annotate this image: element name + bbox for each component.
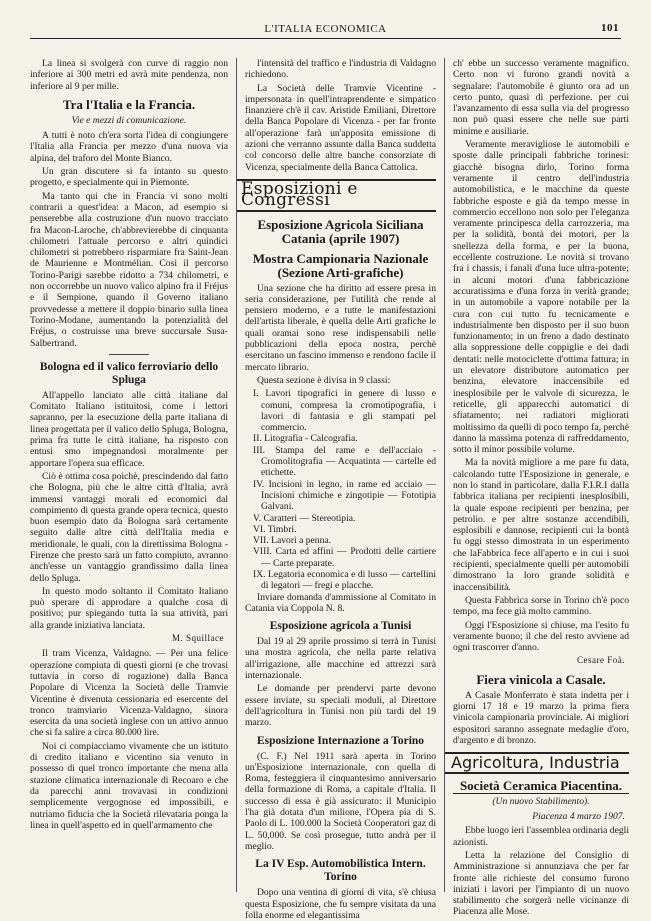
- paragraph: Ciò è ottima cosa poichè, prescindendo dal fatto che Bologna, più che le altre città d'Italia, avrà immensi vantaggi morali ed economici dal compimento di questa grande opera tecnica, questo buon esempio dato da Bologna sarà certamente seguito dalle altre città dell'Italia media e meridionale, le quali, con la direttissima Bologna - Firenze che presto sarà un fatto compiuto, avranno anch'esse un vantaggio grandissimo dalla linea dello Spluga.: [30, 470, 228, 584]
- paragraph: Un gran discutere si fa intanto su questo progetto, e specialmente qui in Piemonte.: [30, 166, 228, 189]
- paragraph: Oggi l'Esposizione si chiuse, ma l'esito fu veramente buono; il che del resto avviene ad ogni trascorrer d'anno.: [453, 619, 629, 654]
- paragraph: Noi ci compiacciamo vivamente che un istituto di credito italiano e vicentino sia venuto in possesso di quel tronco importante che mena alla stazione climatica internazionale di Recoaro e che da parecchi anni trovavasi in condizioni semplicemente vergognose ed impossibili, e nutriamo fiducia che la Società rilevataria ponga la linea in quell'aspetto ed in quell'armamento che: [30, 740, 228, 831]
- list-item: VII. Lavori a penna.: [253, 535, 332, 547]
- article-heading-torino: Esposizione Internazione a Torino: [256, 734, 425, 747]
- paragraph: La linea si svolgerà con curve di raggio non inferiore ai 300 metri ed avrà mite pendenza, non inferiore al 9 per mille.: [30, 58, 228, 92]
- article-heading-casale: Fiera vinicola a Casale.: [476, 671, 606, 687]
- column-3: [444, 58, 629, 918]
- paragraph: Ebbe luogo ieri l'assemblea ordinaria degli azionisti.: [453, 825, 629, 848]
- paragraph: Le domande per prendervi parte devono essere inviate, su speciali moduli, al Direttore dell'agricoltura in Tunisi non più tardi del 19 marzo.: [245, 683, 436, 729]
- paragraph: A Casale Monferrato è stata indetta per i giorni 17 18 e 19 marzo la prima fiera vinicola campionaria provinciale. Ai migliori espositori saranno assegnate medaglie d'oro, d'argento e di bronzo.: [453, 689, 629, 746]
- paragraph: Il tram Vicenza, Valdagno. — Per una felice operazione compiuta di questi giorni (e che trovasi tuttavia in corso di rogazione) dalla Banca Popolare di Vicenza la Società delle Tramvie Vicentine è divenuta cessionaria ed esercente del tronco tramviario Vicenza-Valdagno, sinora esercita da una società inglese con un attivo annuo che si fa salire a circa 80.000 lire.: [30, 648, 228, 739]
- classes-list: [245, 388, 436, 591]
- paragraph: Questa Fabbrica sorse in Torino ch'è poco tempo, ma fece già molto cammino.: [453, 594, 629, 618]
- paragraph: Letta la relazione del Consiglio di Amministrazione si annunziava che per far fronte alle richieste del consumo furono iniziati i lavori per l'impianto di un nuovo stabilimento che sorgerà nelle vicinanze di Piacenza alle Mose.: [453, 850, 629, 918]
- article-heading-mostra: Mostra Campionaria Nazionale (Sezione Arti-grafiche): [252, 250, 429, 280]
- article-heading-tunisi: Esposizione agricola a Tunisi: [269, 620, 412, 633]
- section-banner-agricoltura: Agricoltura, Industria: [445, 752, 629, 773]
- list-item: I. Lavori tipografici in genere di lusso e comuni, compresa la cromotipografia, i lavori di fantasia e gli stampati pel commercio.: [253, 388, 436, 434]
- page-number: 101: [601, 22, 619, 34]
- paragraph: Inviare domanda d'ammissione al Comitato in Catania via Coppola N. 8.: [245, 591, 436, 614]
- article-heading-ceramica: Società Ceramica Piacentina.: [453, 780, 629, 794]
- author-signature: Cesare Foà.: [577, 655, 625, 666]
- article-heading-italia-francia: Tra l'Italia e la Francia.: [62, 96, 196, 112]
- paragraph: In questo modo soltanto il Comitato Italiano può sperare di approdare a qualche cosa di positivo; pur spiegando tutta la sua attività, pari alla grande iniziativa lanciata.: [30, 585, 228, 631]
- author-signature: M. Squillace: [172, 633, 224, 644]
- article-subheading: (Un nuovo Stabilimento).: [492, 795, 590, 807]
- paragraph: Veramente meravigliose le automobili e sposte dalle principali fabbriche torinesi: giacchè bisogna dirlo, Torino forma veramente il centro dell'industria automobilistica, e le macchine da queste fabbriche esposte e già da tempo messe in commercio eccellono non solo per l'eleganza veramente principesca della carrozzeria, ma per la solidità, bontà dei motori, per la snellezza della forma, e per la buona, eccellente costruzione. Le novità si trovano fra i chassis, i fanali d'una luce ultra-potente; in alcuni motori d'una fabbricazione accuratissima e d'una forza in verità grande; in un automobile a vapore notabile per la cura con cui tutto fu tecnicamente e industrialmente ben disposto per il suo buon funzionamento; in un freno a dado destinato alla soppressione delle coppiglie e dei dadi dentati: nelle motociclette d'ottima fattura; in un elevatore distributore automatico per benzina, elevatore inaccensibile ed inesplosibile per le valvole di sicurezza, le reticelle, gli apparecchi automatici di sfiatamento; nei radiatori migliorati moltissimo da quelli di poco tempo fa, perchè danno la massima potenza di raffreddamento, sotto il minor possibile volume.: [453, 139, 629, 456]
- section-banner-esposizioni: Esposizioni e Congressi: [237, 179, 436, 212]
- paragraph: (C. F.) Nel 1911 sarà aperta in Torino un'Esposizione internazionale, con quella di Roma, festeggiera il cinquantesimo anniversario della formazione di Roma, a capitale d'Italia. Il successo di essa è già assicurato: il Municipio l'ha già dotata d'un milione, l'Opera pia di S. Paolo di L. 100.000 la Società Cooperatori gaz di L. 50,000. Se così prosegue, tutto andrà per il meglio.: [245, 750, 436, 852]
- list-item: IV. Incisioni in legno, in rame ed acciaio — Incisioni chimiche e zingotipie — Fototipia Galvani.: [253, 478, 436, 513]
- paragraph: Ma la novità migliore a me pare fu data, calcolando tutte l'Esposizione in generale, e non lo stand in particolare, dalla F.I.R.I dalla fabbrica italiana per recipienti inesplosibili, la quale espone recipienti per benzina, per petrolio. e per altre sostanze accendibili, esplosibili e dannose, recipienti cui la bontà fu oggi stesso dimostrata in un esperimento che laFabbrica fece all'aperto e in cui i suoi recipienti, specialmente quelli per automobili dimostrano la loro grande solidità e inaccensibilità.: [453, 457, 629, 593]
- paragraph: Ma tanto qui che in Francia vi sono molti contrarii a quest'idea: a Macon, ad esempio si penserebbe alla costruzione d'un nuovo tracciato fra Macon-Laroche, ch'abbrevierebbe di cinquanta chilometri l'attuale percorso e altri quindici chilometri si potrebbero risparmiare fra Saint-Jean de Maurienne e Montmélian. Così il percorso Torino-Parigi sarebbe ridotto a 734 chilometri, e non occorrebbe un nuovo valico alpino fra il Fréjus e il Sempione, quando il Governo italiano provvedesse a mettere il doppio binario sulla linea Torino-Modane, aumentando la potenzialità del Fréjus, o costruisse una breve succursale Susa-Salbertrand.: [30, 190, 228, 349]
- dateline: Piacenza 4 marzo 1907.: [532, 811, 625, 823]
- list-item: IX. Legatoria economica e di lusso — cartellini di legatori — fregi e placche.: [253, 568, 436, 592]
- paragraph: l'intensità del traffico e l'industria di Valdagno richiedono.: [245, 58, 436, 81]
- paragraph: Una sezione che ha diritto ad essere presa in seria considerazione, per l'utilità che rende al pensiero moderno, e a tutte le manifestazioni dell'artista liberale, è quella delle Arti grafiche le quali oramai sono rese indispensabili nelle pubblicazioni della epoca nostra, perchè esercitano un fascino immenso e rendono facile il mercato librario.: [245, 282, 436, 373]
- column-2: [236, 58, 436, 921]
- list-item: VIII. Carta ed affini — Prodotti delle cartiere — Carte preparate.: [253, 546, 436, 569]
- article-subheading: Vie e mezzi di comunicazione.: [71, 114, 187, 126]
- article-heading-catania: Esposizione Agricola Siciliana Catania (aprile 1907): [257, 216, 424, 246]
- divider: [109, 354, 149, 355]
- paragraph: Dopo una ventina di giorni di vita, s'è chiusa questa Esposizione, che fu sempre visitata da una folla enorme ed elegantissima: [245, 887, 436, 921]
- column-1: [30, 58, 228, 892]
- article-heading-automobilistica: La IV Esp. Automobilistica Intern. Torino: [255, 858, 426, 884]
- paragraph: All'appello lanciato alle città italiane dal Comitato Italiano istituitosi, come i lettori sapranno, per la esecuzione della parte italiana di linea progettata per il valico dello Spluga, Bologna, prima fra tutte le città italiane, ha risposto con entusi smo impegnandosi moralmente per apportare l'opera sua efficace.: [30, 389, 228, 469]
- page-header: [30, 18, 621, 39]
- paragraph: Dal 19 al 29 aprile prossimo si terrà in Tunisi una mostra agricola, che nella parte relativa all'irrigazione, alle macchine ed attrezzi sarà internazionale.: [245, 636, 436, 682]
- article-heading-bologna-spluga: Bologna ed il valico ferroviario dello Spluga: [39, 360, 219, 386]
- paragraph: La Società delle Tramvie Vicentine - impersonata in quell'intraprendente e simpatico finanziere ch'è il cav. Aristide Emiliani, Direttore della Banca Popolare di Vicenza - per far fronte all'operazione farà un'apposita emissione di azioni che verranno assunte dalla Banca suddetta col concorso delle altre banche consorziate di Vicenza, specialmente della Banca Cattolica.: [245, 82, 436, 173]
- list-item: VI. Timbri.: [253, 523, 297, 535]
- list-item: V. Caratteri — Stereotipia.: [253, 512, 356, 524]
- paragraph: Questa sezione è divisa in 9 classi:: [257, 374, 391, 386]
- list-item: II. Litografia - Calcografia.: [253, 433, 358, 445]
- paragraph: A tutti è noto ch'era sorta l'idea di congiungere l'Italia alla Francia per mezzo d'una nuova via alpina, del traforo del Monte Bianco.: [30, 130, 228, 164]
- journal-title: L'ITALIA ECONOMICA: [264, 23, 387, 35]
- list-item: III. Stampa del rame e dell'acciaio - Cromolitografia — Acquatinta — cartelle ed etichette.: [253, 444, 436, 479]
- paragraph: ch' ebbe un successo veramente magnifico. Certo non vi furono grandi novità a segnalare: l'automobile è giunto ora ad un certo punto, quasi di perfezione. per cui l'avanzamento di essa sulla via del progresso non può quasi essere che nelle sue parti minime e ausiliarie.: [453, 58, 629, 137]
